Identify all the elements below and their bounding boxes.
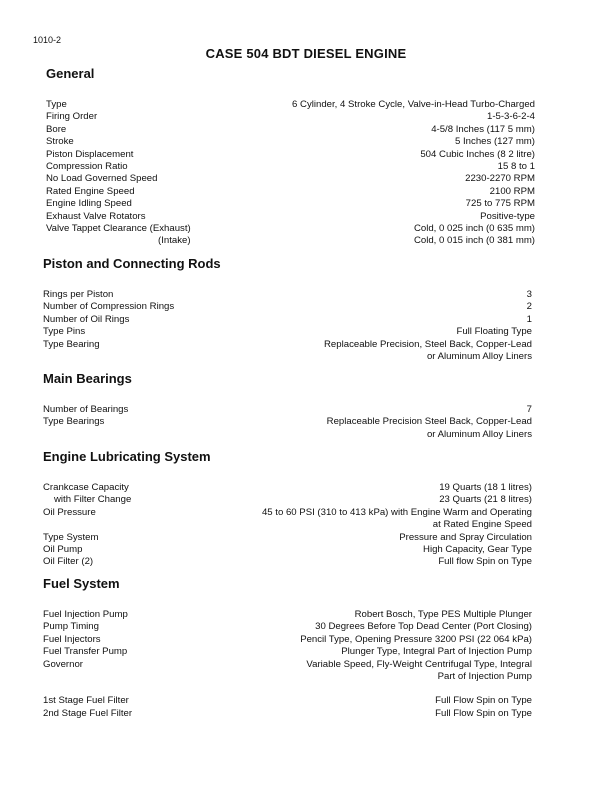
spec-row [43,314,532,326]
spec-label: Bore [46,123,67,135]
spec-label: Exhaust Valve Rotators [46,210,146,222]
spec-label: 2nd Stage Fuel Filter [43,707,133,719]
spec-value: 1 [526,313,532,325]
spec-row [46,186,535,198]
spec-row [43,659,532,671]
spec-label: Oil Pressure [43,506,96,518]
spec-label: Type Bearing [43,338,100,350]
spec-value: 6 Cylinder, 4 Stroke Cycle, Valve-in-Head Turbo-Charged [292,99,535,110]
spec-row [43,429,532,441]
spec-value: Cold, 0 015 inch (0 381 mm) [413,235,535,247]
document-title: CASE 504 BDT DIESEL ENGINE [205,46,407,61]
spec-label: Type Pins [43,326,86,338]
spec-value: 2230-2270 RPM [465,173,535,185]
spec-value: 45 to 60 PSI (310 to 413 kPa) with Engine Warm and Operating [261,506,532,518]
spec-value: Cold, 0 025 inch (0 635 mm) [413,223,535,235]
spec-value: 19 Quarts (18 1 litres) [439,482,532,493]
spec-label: (Intake) [158,235,191,247]
spec-label: Fuel Injectors [43,633,101,645]
spec-label: No Load Governed Speed [46,173,158,185]
spec-value: 30 Degrees Before Top Dead Center (Port Closing) [315,621,532,633]
spec-list [43,609,532,720]
spec-value: Pencil Type, Opening Pressure 3200 PSI (22 064 kPa) [300,633,532,645]
spec-value: 2100 RPM [489,185,535,197]
section-general [46,66,535,248]
spec-label: Type System [43,531,99,543]
spec-row [43,621,532,633]
spec-row [43,339,532,351]
spec-value: or Aluminum Alloy Liners [426,351,532,363]
section-heading: Piston and Connecting Rods [43,256,221,271]
spec-label: Number of Bearings [43,404,129,415]
spec-label: Number of Oil Rings [43,313,130,325]
section-heading: Main Bearings [43,371,132,386]
spec-label: Type Bearings [43,416,105,428]
spec-value: 7 [526,404,532,415]
spec-row [43,671,532,683]
spec-label: Compression Ratio [46,161,128,173]
spec-row [46,99,535,111]
spec-label: Oil Pump [43,544,83,556]
spec-value: Positive-type [480,210,535,222]
spec-row [43,695,532,707]
spec-row [46,211,535,223]
spec-value: Robert Bosch, Type PES Multiple Plunger [354,609,532,620]
spec-row [46,198,535,210]
spec-row [43,289,532,301]
spec-row [43,532,532,544]
spec-row [43,482,532,494]
spec-value: 2 [526,301,532,313]
spec-value: Replaceable Precision Steel Back, Copper-Lead [326,416,532,428]
spec-label: Rings per Piston [43,289,114,300]
spec-label: Valve Tappet Clearance (Exhaust) [46,223,191,235]
spec-row [43,556,532,568]
section-fuel-system [43,576,532,720]
spec-label: with Filter Change [54,494,132,506]
spec-list [43,404,532,441]
spec-label: Number of Compression Rings [43,301,175,313]
spec-value: 1-5-3-6-2-4 [487,111,535,123]
spec-row [43,326,532,338]
spec-value: High Capacity, Gear Type [423,544,532,556]
spec-value: Full Flow Spin on Type [435,695,532,707]
spec-list [43,482,532,569]
spec-row [43,494,532,506]
spec-row [43,351,532,363]
spec-label: Firing Order [46,111,98,123]
spec-row [43,301,532,313]
spec-value: Pressure and Spray Circulation [399,531,532,543]
page-number: 1010-2 [33,35,62,45]
spec-row [43,609,532,621]
spec-row [46,235,535,247]
section-piston-connecting-rods [43,256,532,363]
spec-label: Piston Displacement [46,148,134,160]
spec-row [46,136,535,148]
spec-row [43,708,532,720]
spec-label: Fuel Injection Pump [43,609,128,620]
spec-value: 504 Cubic Inches (8 2 litre) [420,148,535,160]
section-main-bearings [43,371,532,441]
section-engine-lubricating-system [43,449,532,569]
spec-label: Crankcase Capacity [43,482,129,493]
spec-value: 3 [526,289,532,300]
spec-label: Engine Idling Speed [46,198,132,210]
spec-row [46,223,535,235]
spec-label: Pump Timing [43,621,99,633]
spec-label: Type [46,99,67,110]
spec-label: Governor [43,658,83,670]
spec-value: Part of Injection Pump [437,671,532,683]
spec-label: Stroke [46,136,74,148]
spec-value: Full Floating Type [456,326,532,338]
spec-row [43,544,532,556]
spec-value: or Aluminum Alloy Liners [426,428,532,440]
spec-label: Fuel Transfer Pump [43,646,128,658]
spec-label: Rated Engine Speed [46,185,135,197]
spec-row [43,634,532,646]
spec-value: Variable Speed, Fly-Weight Centrifugal Type, Integral [306,658,532,670]
spec-value: Plunger Type, Integral Part of Injection Pump [341,646,532,658]
spec-value: Replaceable Precision, Steel Back, Copper-Lead [324,338,532,350]
spec-list [46,99,535,248]
spec-list [43,289,532,363]
spec-row [46,149,535,161]
spec-row [46,111,535,123]
section-heading: Fuel System [43,576,120,591]
spec-label: 1st Stage Fuel Filter [43,695,129,707]
spec-row [43,519,532,531]
spec-row [46,173,535,185]
spec-row [43,416,532,428]
spec-value: 725 to 775 RPM [465,198,535,210]
spec-label: Oil Filter (2) [43,556,94,568]
spec-row [46,124,535,136]
spec-row [43,646,532,658]
spec-value: 4-5/8 Inches (117 5 mm) [431,123,535,135]
spec-value: Full flow Spin on Type [438,556,532,568]
spec-row [46,161,535,173]
section-heading: Engine Lubricating System [43,449,211,464]
spec-row [43,507,532,519]
spec-value: 5 Inches (127 mm) [455,136,535,148]
section-heading: General [46,66,95,81]
spec-value: 23 Quarts (21 8 litres) [439,494,532,506]
spec-value: at Rated Engine Speed [432,519,532,531]
spec-row [43,404,532,416]
spec-value: 15 8 to 1 [497,161,535,173]
spec-value: Full Flow Spin on Type [435,707,532,719]
